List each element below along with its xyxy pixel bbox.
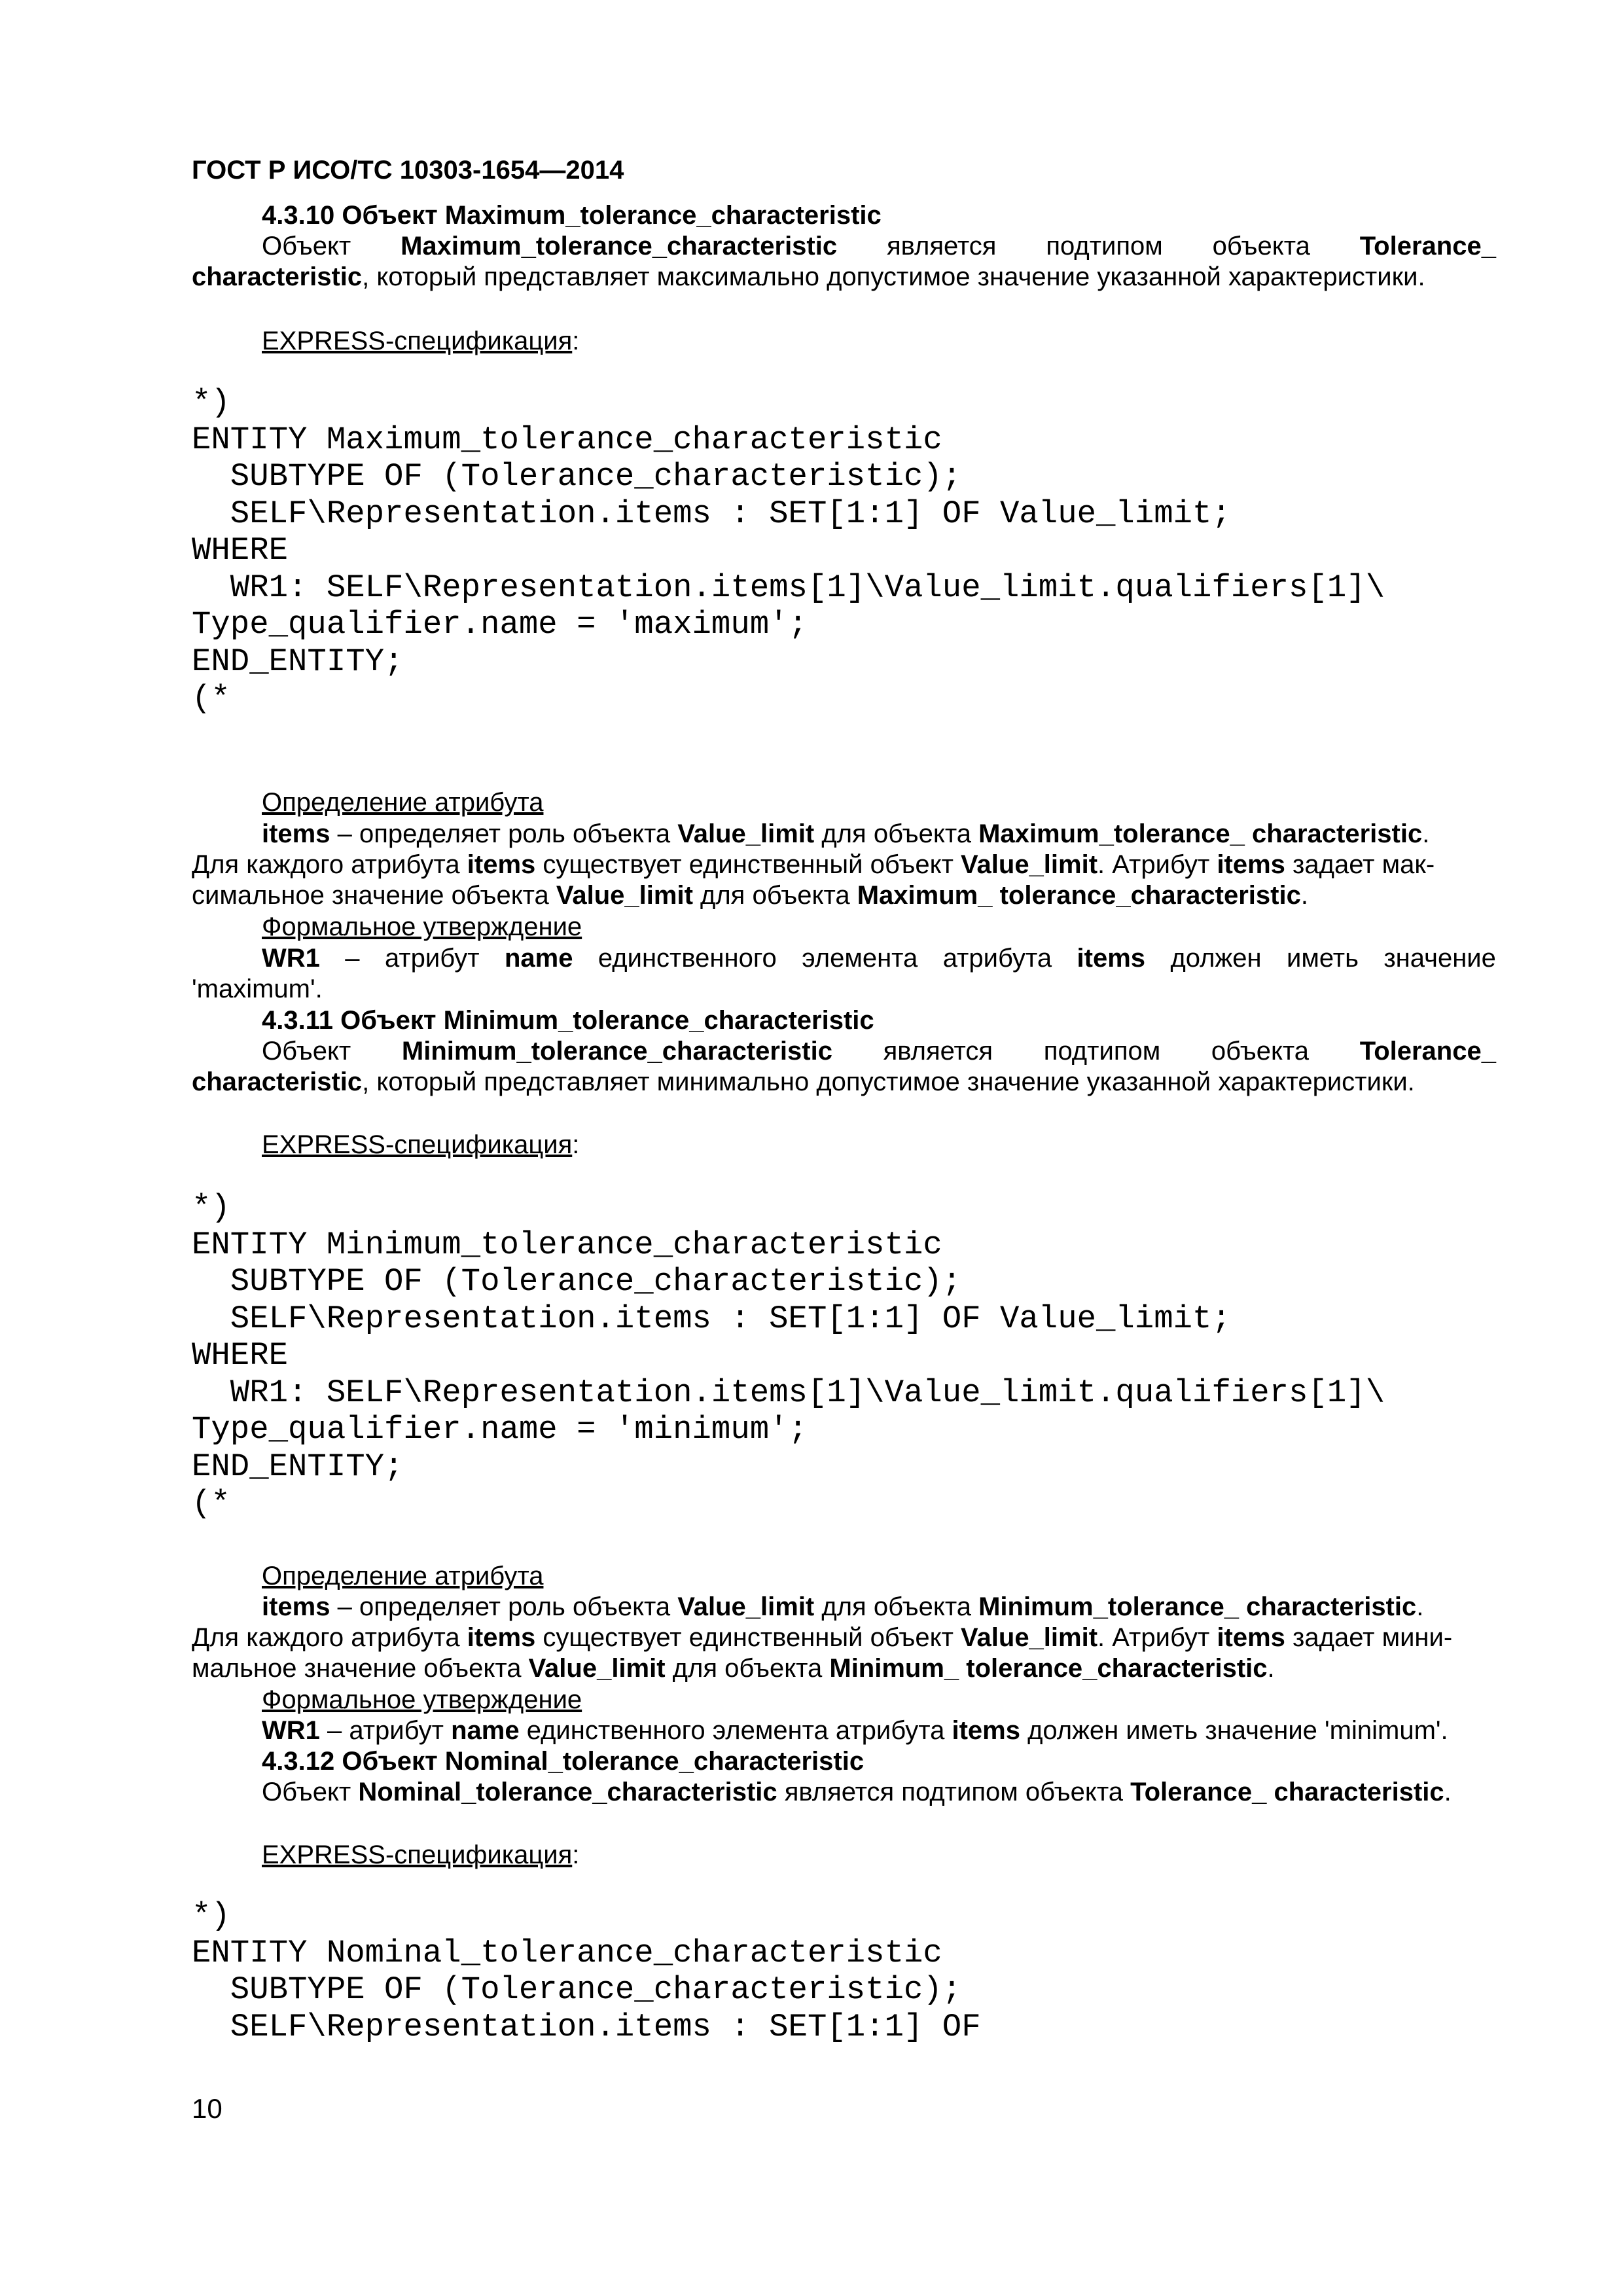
attr-name: items <box>467 850 536 879</box>
express-spec-label <box>262 1839 579 1871</box>
text: . Атрибут <box>1097 850 1217 879</box>
formal-statement-label: Формальное утверждение <box>262 912 582 941</box>
word: Объект <box>262 1037 351 1066</box>
attr-name: items <box>467 1623 536 1652</box>
word: иметь <box>1286 944 1359 973</box>
word: элемента <box>802 944 918 973</box>
word: атрибута <box>942 944 1052 973</box>
colon: : <box>572 1840 580 1869</box>
label: EXPRESS-спецификация <box>262 327 573 355</box>
text: должен иметь значение 'minimum'. <box>1020 1716 1448 1745</box>
attr-name: name <box>451 1716 520 1745</box>
paragraph-line <box>262 942 1496 974</box>
express-spec-label <box>262 325 579 357</box>
word: должен <box>1170 944 1262 973</box>
text: для объекта <box>692 881 857 910</box>
entity-name: Tolerance_ <box>1359 1037 1496 1066</box>
paragraph-line <box>262 1591 1423 1623</box>
text: является подтипом объекта <box>777 1778 1131 1806</box>
section-heading-4-3-10 <box>262 200 882 231</box>
entity-name: characteristic <box>192 1067 363 1096</box>
text: мальное значение объекта <box>192 1654 529 1683</box>
paragraph-line <box>192 880 1308 911</box>
text: Для каждого атрибута <box>192 850 467 879</box>
text: . <box>1300 881 1308 910</box>
text: Объект <box>262 1778 359 1806</box>
paragraph-line <box>192 261 1425 293</box>
page-number: 10 <box>192 2093 223 2124</box>
attr-name: items <box>952 1716 1020 1745</box>
word: Объект <box>262 232 351 260</box>
text: задает мак- <box>1285 850 1435 879</box>
paragraph-line <box>262 1776 1452 1808</box>
text: симальное значение объекта <box>192 881 556 910</box>
heading-number: 4.3.11 <box>262 1006 334 1035</box>
word: подтипом <box>1046 232 1163 260</box>
document-header: ГОСТ Р ИСО/ТС 10303-1654—2014 <box>192 156 624 185</box>
paragraph-line <box>262 1035 1496 1067</box>
text: единственного элемента атрибута <box>519 1716 952 1745</box>
express-code-block: *) ENTITY Nominal_tolerance_characteristic SUBTYPE OF (Tolerance_characteristic); SELF\Representation.items : SET[1:1] OF <box>192 1897 981 2045</box>
word: значение <box>1383 944 1496 973</box>
section-heading-4-3-12 <box>262 1746 864 1777</box>
text: для объекта <box>814 819 979 848</box>
paragraph-line <box>192 1066 1415 1098</box>
formal-statement-label: Формальное утверждение <box>262 1685 582 1714</box>
attribute-definition-label: Определение атрибута <box>262 1562 544 1590</box>
colon: : <box>572 1130 580 1159</box>
attr-name: items <box>1217 850 1285 879</box>
heading-entity-name: Nominal_tolerance_characteristic <box>444 1747 865 1776</box>
text: . <box>1267 1654 1275 1683</box>
text: – определяет роль объекта <box>330 1592 678 1621</box>
paragraph-line: 'maximum'. <box>192 975 323 1003</box>
heading-entity-name: Maximum_tolerance_characteristic <box>444 201 882 230</box>
entity-name: Value_limit <box>677 1592 815 1621</box>
word: атрибут <box>384 944 480 973</box>
attr-name: items <box>262 1592 330 1621</box>
text: – определяет роль объекта <box>330 819 678 848</box>
rule-name: WR1 <box>262 1716 320 1745</box>
word: подтипом <box>1043 1037 1161 1066</box>
entity-name: Minimum_tolerance_ characteristic <box>978 1592 1417 1621</box>
word: объекта <box>1211 1037 1310 1066</box>
entity-name: Value_limit <box>961 850 1098 879</box>
paragraph-line <box>262 1715 1448 1746</box>
text: . <box>1416 1592 1424 1621</box>
text: существует единственный объект <box>535 850 961 879</box>
word: единственного <box>597 944 777 973</box>
paragraph-line <box>262 818 1429 850</box>
text: для объекта <box>665 1654 830 1683</box>
express-spec-label <box>262 1129 579 1160</box>
colon: : <box>572 327 580 355</box>
text: существует единственный объект <box>535 1623 961 1652</box>
attribute-definition-label: Определение атрибута <box>262 788 544 817</box>
text: задает мини- <box>1285 1623 1453 1652</box>
heading-number: 4.3.10 <box>262 201 335 230</box>
entity-name: Maximum_ tolerance_characteristic <box>857 881 1301 910</box>
text: , который представляет максимально допустимое значение указанной характеристики. <box>362 262 1425 291</box>
entity-name: Maximum_tolerance_characteristic <box>401 232 838 260</box>
express-code-block: *) ENTITY Minimum_tolerance_characteristic SUBTYPE OF (Tolerance_characteristic); SELF\Representation.items : SET[1:1] OF Value_limit; WHERE WR1: SELF\Representation.items[1]\Value_limit.qualifiers[1]\ Type_qualifier.name = 'minimum'; END_ENTITY; (* <box>192 1189 1385 1522</box>
paragraph-line <box>192 1622 1452 1653</box>
heading-number: 4.3.12 <box>262 1747 335 1776</box>
text: . Атрибут <box>1097 1623 1217 1652</box>
paragraph-line <box>262 230 1496 262</box>
heading-word: Объект <box>342 1747 438 1776</box>
heading-entity-name: Minimum_tolerance_characteristic <box>443 1006 874 1035</box>
entity-name: Value_limit <box>677 819 815 848</box>
word: является <box>887 232 997 260</box>
attr-name: items <box>262 819 330 848</box>
heading-word: Объект <box>340 1006 437 1035</box>
rule-name: WR1 <box>262 944 320 973</box>
attr-name: name <box>505 944 573 973</box>
paragraph-line <box>192 1653 1275 1684</box>
text: . <box>1422 819 1430 848</box>
text: для объекта <box>814 1592 979 1621</box>
entity-name: Nominal_tolerance_characteristic <box>358 1778 777 1806</box>
attr-name: items <box>1217 1623 1285 1652</box>
entity-name: Minimum_tolerance_characteristic <box>401 1037 832 1066</box>
express-code-block: *) ENTITY Maximum_tolerance_characteristic SUBTYPE OF (Tolerance_characteristic); SELF\Representation.items : SET[1:1] OF Value_limit; WHERE WR1: SELF\Representation.items[1]\Value_limit.qualifiers[1]\ Type_qualifier.name = 'maximum'; END_ENTITY; (* <box>192 384 1385 717</box>
text: – атрибут <box>319 1716 452 1745</box>
entity-name: Value_limit <box>961 1623 1098 1652</box>
paragraph-line <box>192 849 1435 880</box>
entity-name: characteristic <box>192 262 363 291</box>
label: EXPRESS-спецификация <box>262 1840 573 1869</box>
text: , который представляет минимально допустимое значение указанной характеристики. <box>362 1067 1415 1096</box>
section-heading-4-3-11 <box>262 1005 874 1036</box>
label: EXPRESS-спецификация <box>262 1130 573 1159</box>
word: является <box>883 1037 993 1066</box>
entity-name: Tolerance_ characteristic <box>1130 1778 1444 1806</box>
text: Для каждого атрибута <box>192 1623 467 1652</box>
attr-name: items <box>1077 944 1146 973</box>
text: . <box>1444 1778 1452 1806</box>
entity-name: Value_limit <box>556 881 693 910</box>
entity-name: Tolerance_ <box>1359 232 1496 260</box>
entity-name: Value_limit <box>528 1654 666 1683</box>
word: объекта <box>1212 232 1310 260</box>
word: – <box>345 944 360 973</box>
heading-word: Объект <box>342 201 438 230</box>
entity-name: Minimum_ tolerance_characteristic <box>829 1654 1268 1683</box>
entity-name: Maximum_tolerance_ characteristic <box>978 819 1423 848</box>
